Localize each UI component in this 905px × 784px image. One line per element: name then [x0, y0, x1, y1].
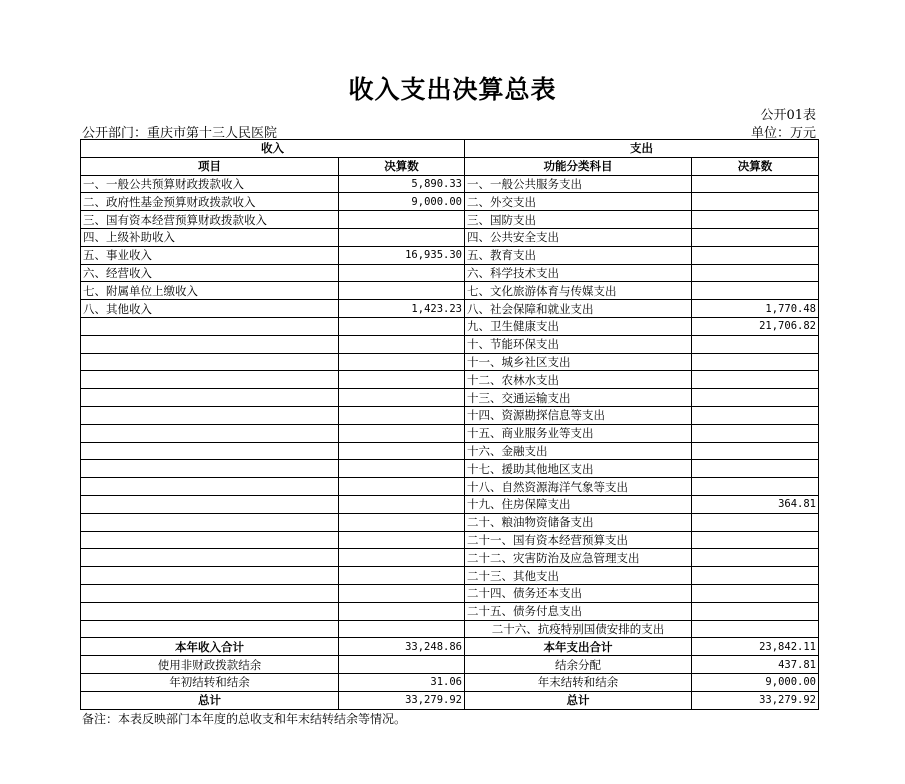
income-amount — [339, 531, 465, 549]
expense-item: 十七、援助其他地区支出 — [465, 460, 692, 478]
expense-amount — [692, 602, 819, 620]
summary-expense-amount: 9,000.00 — [692, 673, 819, 691]
summary-expense-label: 本年支出合计 — [465, 638, 692, 656]
expense-item: 十五、商业服务业等支出 — [465, 424, 692, 442]
income-amount — [339, 478, 465, 496]
budget-table — [80, 139, 819, 710]
expense-item: 四、公共安全支出 — [465, 228, 692, 246]
header-row-columns — [81, 157, 819, 175]
income-amount — [339, 282, 465, 300]
table-row — [81, 567, 819, 585]
table-row — [81, 228, 819, 246]
income-amount — [339, 335, 465, 353]
expense-item: 二十四、债务还本支出 — [465, 584, 692, 602]
income-amount — [339, 228, 465, 246]
expense-amount — [692, 549, 819, 567]
expense-item: 二十一、国有资本经营预算支出 — [465, 531, 692, 549]
income-amount — [339, 602, 465, 620]
expense-amount — [692, 282, 819, 300]
expense-item: 十八、自然资源海洋气象等支出 — [465, 478, 692, 496]
expense-amount — [692, 335, 819, 353]
income-item — [81, 460, 339, 478]
summary-income-label: 本年收入合计 — [81, 638, 339, 656]
expense-amount — [692, 389, 819, 407]
income-amount — [339, 424, 465, 442]
income-item — [81, 513, 339, 531]
income-amount — [339, 389, 465, 407]
income-amount — [339, 620, 465, 638]
summary-expense-amount: 23,842.11 — [692, 638, 819, 656]
table-row — [81, 193, 819, 211]
expense-item: 一、一般公共服务支出 — [465, 175, 692, 193]
expense-amount — [692, 353, 819, 371]
expense-amount — [692, 228, 819, 246]
income-item — [81, 442, 339, 460]
income-item: 三、国有资本经营预算财政拨款收入 — [81, 211, 339, 229]
income-item: 一、一般公共预算财政拨款收入 — [81, 175, 339, 193]
income-item: 八、其他收入 — [81, 300, 339, 318]
income-item — [81, 567, 339, 585]
table-row — [81, 513, 819, 531]
expense-item: 二十六、抗疫特别国债安排的支出 — [465, 620, 692, 638]
income-amount — [339, 211, 465, 229]
expense-amount — [692, 371, 819, 389]
expense-item: 十三、交通运输支出 — [465, 389, 692, 407]
income-header: 收入 — [81, 140, 465, 158]
income-item — [81, 602, 339, 620]
income-amount — [339, 495, 465, 513]
income-item: 七、附属单位上缴收入 — [81, 282, 339, 300]
expense-item: 五、教育支出 — [465, 246, 692, 264]
income-amount — [339, 549, 465, 567]
expense-amount — [692, 460, 819, 478]
income-item — [81, 584, 339, 602]
expense-amount — [692, 264, 819, 282]
income-item: 六、经营收入 — [81, 264, 339, 282]
table-row — [81, 620, 819, 638]
expense-amount — [692, 406, 819, 424]
expense-item: 十二、农林水支出 — [465, 371, 692, 389]
income-amount — [339, 371, 465, 389]
amount2-column-header: 决算数 — [692, 157, 819, 175]
summary-income-label: 总计 — [81, 691, 339, 709]
table-row — [81, 264, 819, 282]
summary-expense-label: 总计 — [465, 691, 692, 709]
item-column-header: 项目 — [81, 157, 339, 175]
expense-amount — [692, 211, 819, 229]
income-item — [81, 317, 339, 335]
expense-item: 九、卫生健康支出 — [465, 317, 692, 335]
expense-amount: 1,770.48 — [692, 300, 819, 318]
expense-header: 支出 — [465, 140, 819, 158]
income-item — [81, 335, 339, 353]
income-amount: 9,000.00 — [339, 193, 465, 211]
income-item — [81, 371, 339, 389]
table-row — [81, 424, 819, 442]
expense-amount — [692, 478, 819, 496]
income-item: 四、上级补助收入 — [81, 228, 339, 246]
expense-item: 二十、粮油物资储备支出 — [465, 513, 692, 531]
expense-item: 三、国防支出 — [465, 211, 692, 229]
income-amount — [339, 460, 465, 478]
expense-item: 八、社会保障和就业支出 — [465, 300, 692, 318]
income-amount — [339, 406, 465, 424]
header-row-groups — [81, 140, 819, 158]
table-row — [81, 584, 819, 602]
income-item — [81, 495, 339, 513]
income-amount — [339, 442, 465, 460]
table-row — [81, 371, 819, 389]
income-item — [81, 478, 339, 496]
unit-label: 单位：万元 — [750, 126, 816, 141]
expense-amount: 364.81 — [692, 495, 819, 513]
table-row — [81, 549, 819, 567]
table-row — [81, 389, 819, 407]
summary-income-amount: 31.06 — [339, 673, 465, 691]
amount-column-header: 决算数 — [339, 157, 465, 175]
expense-amount — [692, 246, 819, 264]
summary-row — [81, 691, 819, 709]
income-amount: 5,890.33 — [339, 175, 465, 193]
table-row — [81, 335, 819, 353]
income-item — [81, 549, 339, 567]
summary-income-label: 使用非财政拨款结余 — [81, 656, 339, 674]
summary-income-amount: 33,248.86 — [339, 638, 465, 656]
table-row — [81, 460, 819, 478]
income-item — [81, 424, 339, 442]
summary-row — [81, 656, 819, 674]
summary-row — [81, 638, 819, 656]
table-row — [81, 406, 819, 424]
income-amount — [339, 513, 465, 531]
income-item: 五、事业收入 — [81, 246, 339, 264]
expense-item: 十六、金融支出 — [465, 442, 692, 460]
expense-item: 十四、资源勘探信息等支出 — [465, 406, 692, 424]
table-row — [81, 495, 819, 513]
summary-income-label: 年初结转和结余 — [81, 673, 339, 691]
summary-income-amount — [339, 656, 465, 674]
expense-amount — [692, 584, 819, 602]
expense-item: 二十五、债务付息支出 — [465, 602, 692, 620]
summary-expense-label: 结余分配 — [465, 656, 692, 674]
expense-amount — [692, 193, 819, 211]
footnote: 备注：本表反映部门本年度的总收支和年末结转结余等情况。 — [82, 712, 407, 726]
summary-income-amount: 33,279.92 — [339, 691, 465, 709]
expense-amount: 21,706.82 — [692, 317, 819, 335]
page-title: 收入支出决算总表 — [348, 75, 557, 104]
income-item — [81, 389, 339, 407]
table-row — [81, 175, 819, 193]
table-row — [81, 531, 819, 549]
income-amount — [339, 353, 465, 371]
table-row — [81, 317, 819, 335]
table-row — [81, 602, 819, 620]
income-item — [81, 353, 339, 371]
table-row — [81, 246, 819, 264]
income-amount: 16,935.30 — [339, 246, 465, 264]
expense-item: 十九、住房保障支出 — [465, 495, 692, 513]
table-row — [81, 442, 819, 460]
expense-amount — [692, 513, 819, 531]
expense-item: 二十二、灾害防治及应急管理支出 — [465, 549, 692, 567]
summary-expense-amount: 33,279.92 — [692, 691, 819, 709]
table-row — [81, 478, 819, 496]
income-amount — [339, 317, 465, 335]
income-amount — [339, 584, 465, 602]
income-amount: 1,423.23 — [339, 300, 465, 318]
income-item: 二、政府性基金预算财政拨款收入 — [81, 193, 339, 211]
expense-amount — [692, 567, 819, 585]
expense-item: 七、文化旅游体育与传媒支出 — [465, 282, 692, 300]
expense-amount — [692, 531, 819, 549]
expense-item: 二、外交支出 — [465, 193, 692, 211]
table-row — [81, 211, 819, 229]
income-item — [81, 406, 339, 424]
expense-item: 十一、城乡社区支出 — [465, 353, 692, 371]
department-label: 公开部门：重庆市第十三人民医院 — [82, 126, 278, 141]
income-amount — [339, 264, 465, 282]
expense-amount — [692, 424, 819, 442]
expense-item: 六、科学技术支出 — [465, 264, 692, 282]
income-amount — [339, 567, 465, 585]
expense-amount — [692, 442, 819, 460]
table-row — [81, 300, 819, 318]
category-column-header: 功能分类科目 — [465, 157, 692, 175]
expense-amount — [692, 175, 819, 193]
summary-expense-amount: 437.81 — [692, 656, 819, 674]
form-number: 公开01表 — [760, 108, 816, 123]
expense-item: 十、节能环保支出 — [465, 335, 692, 353]
table-row — [81, 282, 819, 300]
expense-item: 二十三、其他支出 — [465, 567, 692, 585]
summary-row — [81, 673, 819, 691]
expense-amount — [692, 620, 819, 638]
income-item — [81, 620, 339, 638]
income-item — [81, 531, 339, 549]
summary-expense-label: 年末结转和结余 — [465, 673, 692, 691]
table-row — [81, 353, 819, 371]
